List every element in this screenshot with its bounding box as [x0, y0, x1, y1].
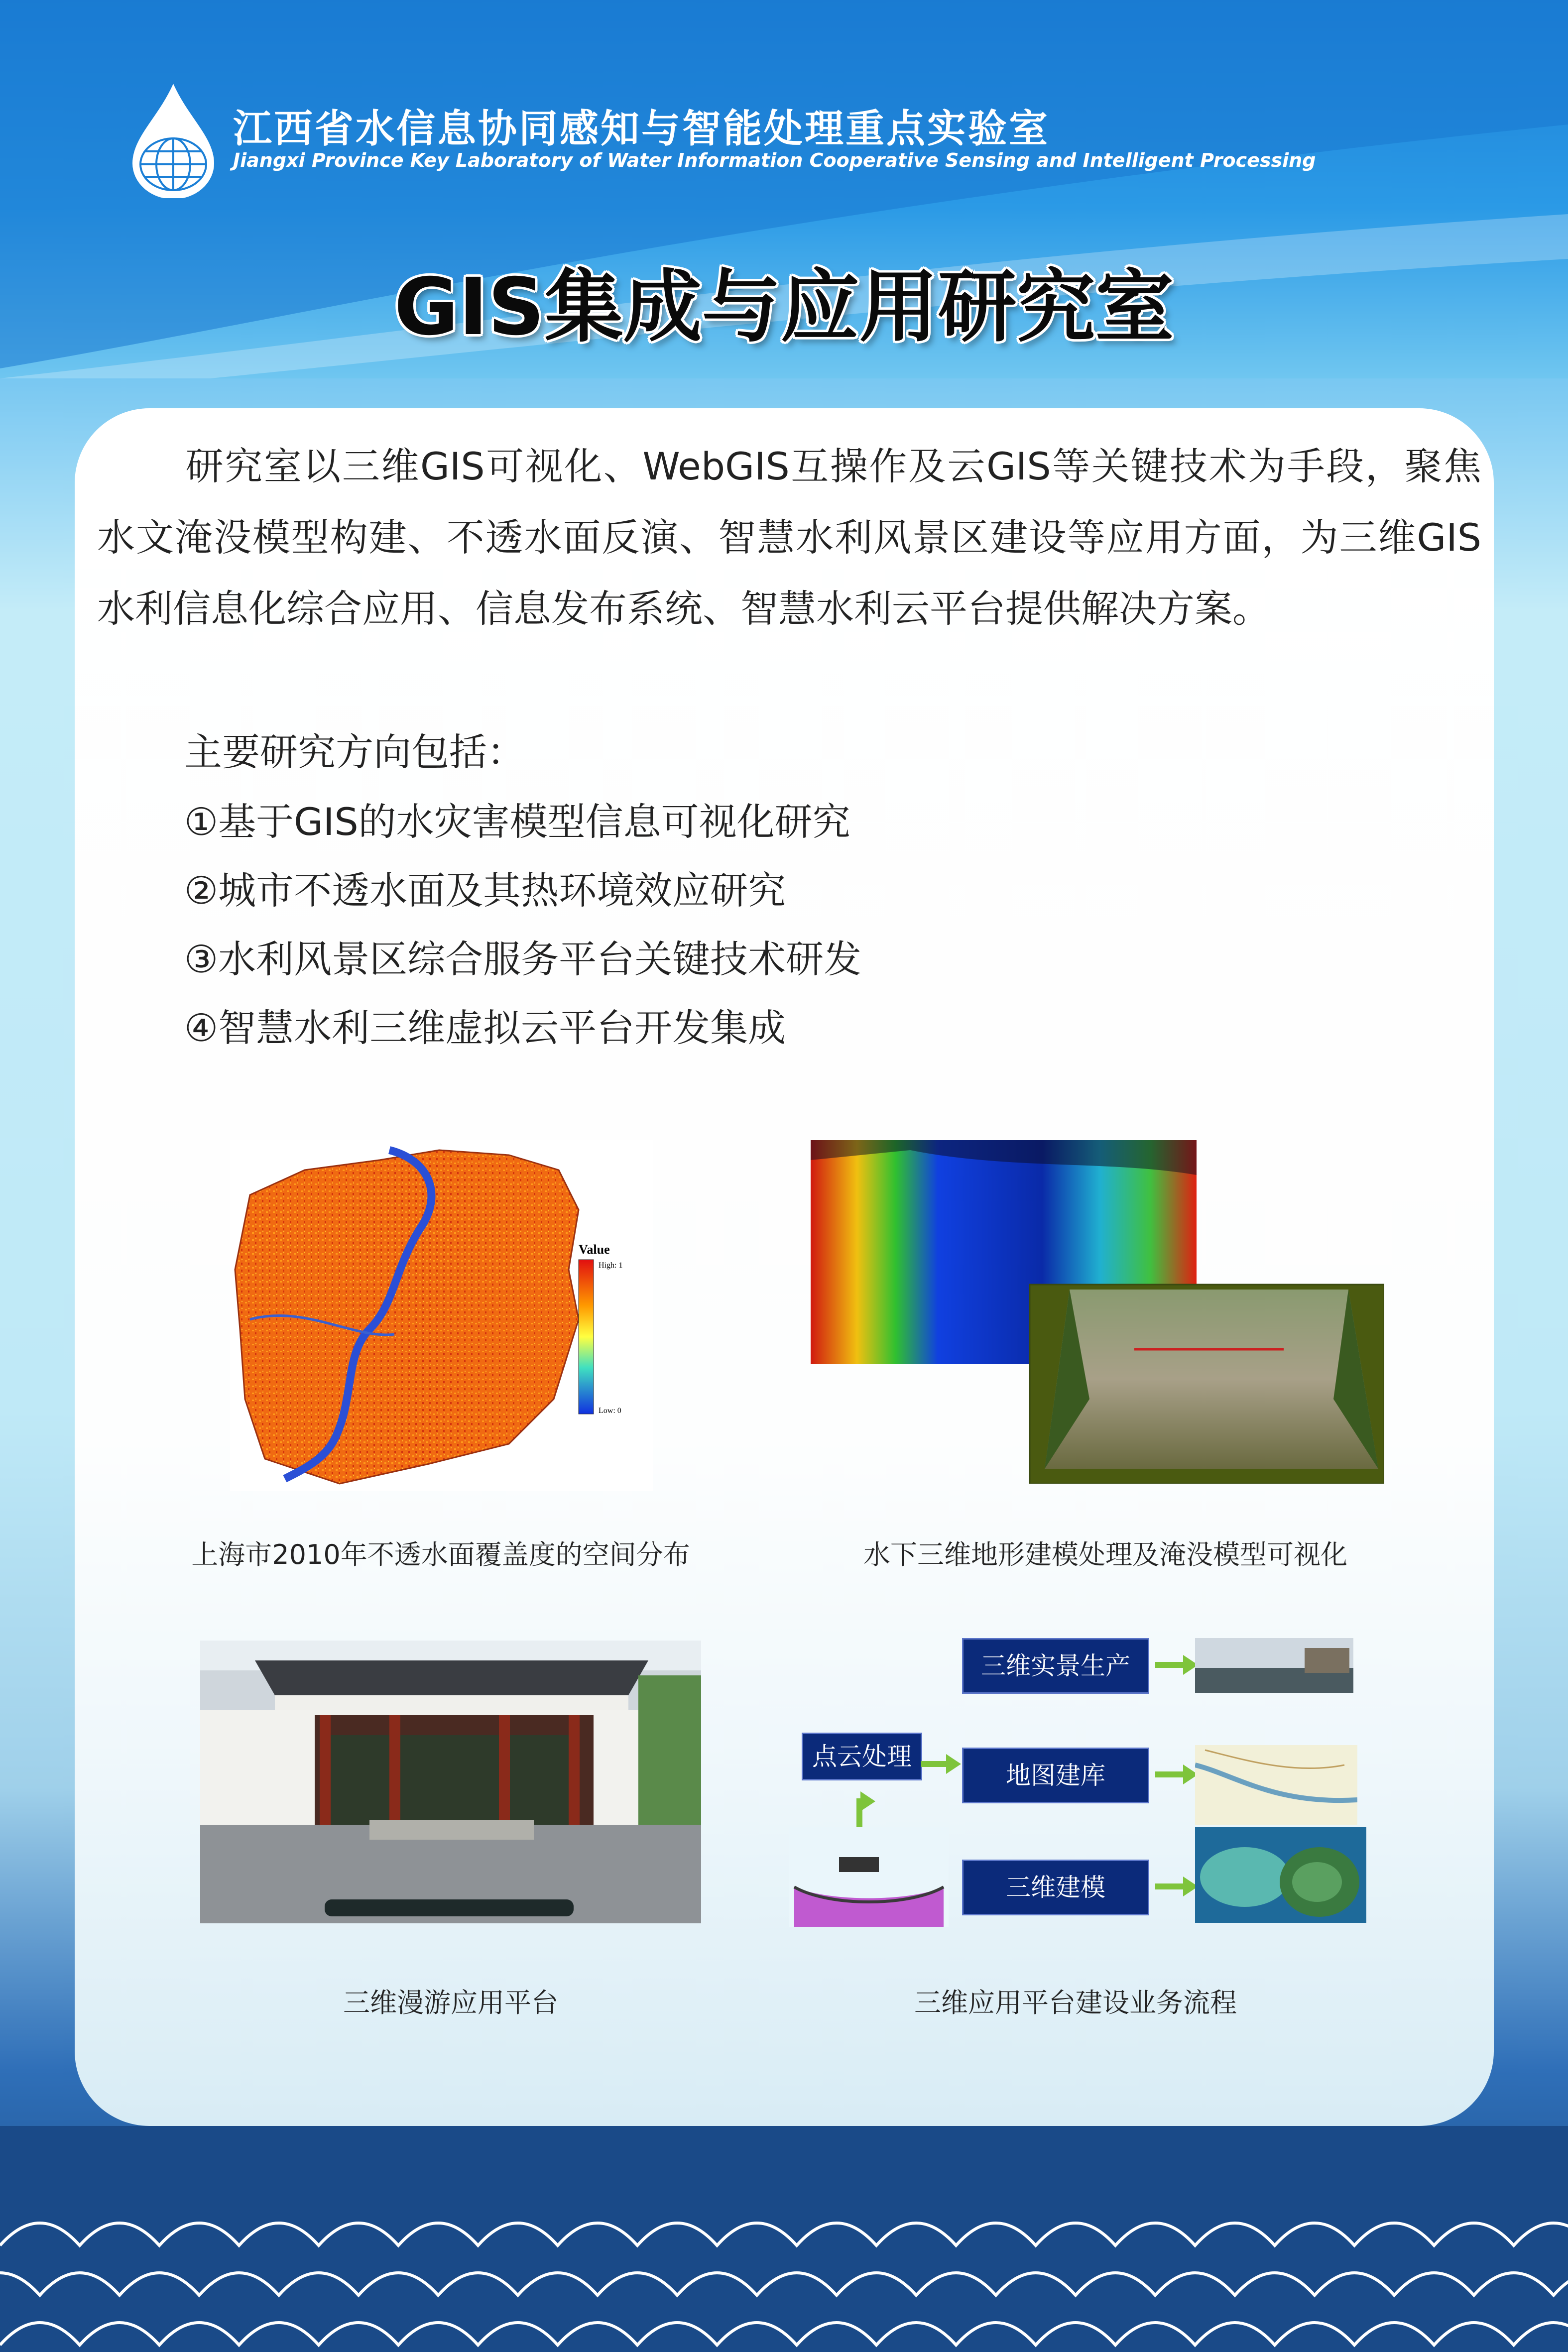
directions-heading: 主要研究方向包括：	[184, 730, 525, 774]
direction-item-1: ①基于GIS的水灾害模型信息可视化研究	[184, 800, 850, 844]
arrow-up	[856, 1798, 862, 1827]
direction-item-3: ③水利风景区综合服务平台关键技术研发	[184, 937, 862, 981]
caption-underwater-terrain: 水下三维地形建模处理及淹没模型可视化	[863, 1539, 1347, 1570]
direction-item-2: ②城市不透水面及其热环境效应研究	[184, 868, 786, 913]
arrow-right-1	[1155, 1662, 1185, 1668]
arrow-right-3	[1155, 1883, 1185, 1889]
caption-roaming-platform: 三维漫游应用平台	[343, 1987, 558, 2018]
arrow-right-2	[1155, 1771, 1185, 1777]
arrow-right-source	[921, 1761, 948, 1767]
flow-box-3d-model: 三维建模	[962, 1860, 1149, 1915]
caption-business-flow: 三维应用平台建设业务流程	[914, 1987, 1237, 2018]
flow-box-map-db: 地图建库	[962, 1748, 1149, 1803]
flow-box-point-cloud: 点云处理	[802, 1733, 922, 1780]
3d-model-thumbnail	[1195, 1827, 1366, 1923]
point-cloud-thumbnail	[789, 1827, 949, 1927]
lab-name-cn: 江西省水信息协同感知与智能处理重点实验室	[233, 107, 1050, 151]
roaming-platform-screenshot	[200, 1641, 701, 1923]
lab-name-en: Jiangxi Province Key Laboratory of Water Information Cooperative Sensing and Intelligent Processing	[233, 149, 1316, 171]
water-drop-globe-icon	[128, 84, 218, 198]
direction-item-4: ④智慧水利三维虚拟云平台开发集成	[184, 1006, 786, 1050]
realscene-thumbnail	[1195, 1638, 1353, 1693]
legend-high: High: 1	[599, 1261, 623, 1270]
intro-text: 研究室以三维GIS可视化、WebGIS互操作及云GIS等关键技术为手段，聚焦水文淹没模型构建、不透水面反演、智慧水利风景区建设等应用方面，为三维GIS水利信息化综合应用、信息发布系统、智慧水利云平台提供解决方案。	[97, 444, 1481, 631]
flow-box-realscene: 三维实景生产	[962, 1638, 1149, 1694]
bottom-waves	[0, 2126, 1568, 2352]
page-title: GIS集成与应用研究室	[394, 261, 1174, 353]
impervious-surface-map	[230, 1140, 653, 1491]
caption-impervious-map: 上海市2010年不透水面覆盖度的空间分布	[191, 1539, 690, 1570]
legend-title: Value	[579, 1242, 610, 1257]
legend-low: Low: 0	[599, 1407, 621, 1415]
underwater-terrain-figure	[811, 1140, 1384, 1484]
intro-paragraph	[97, 431, 1481, 644]
map-db-thumbnail	[1195, 1745, 1357, 1825]
